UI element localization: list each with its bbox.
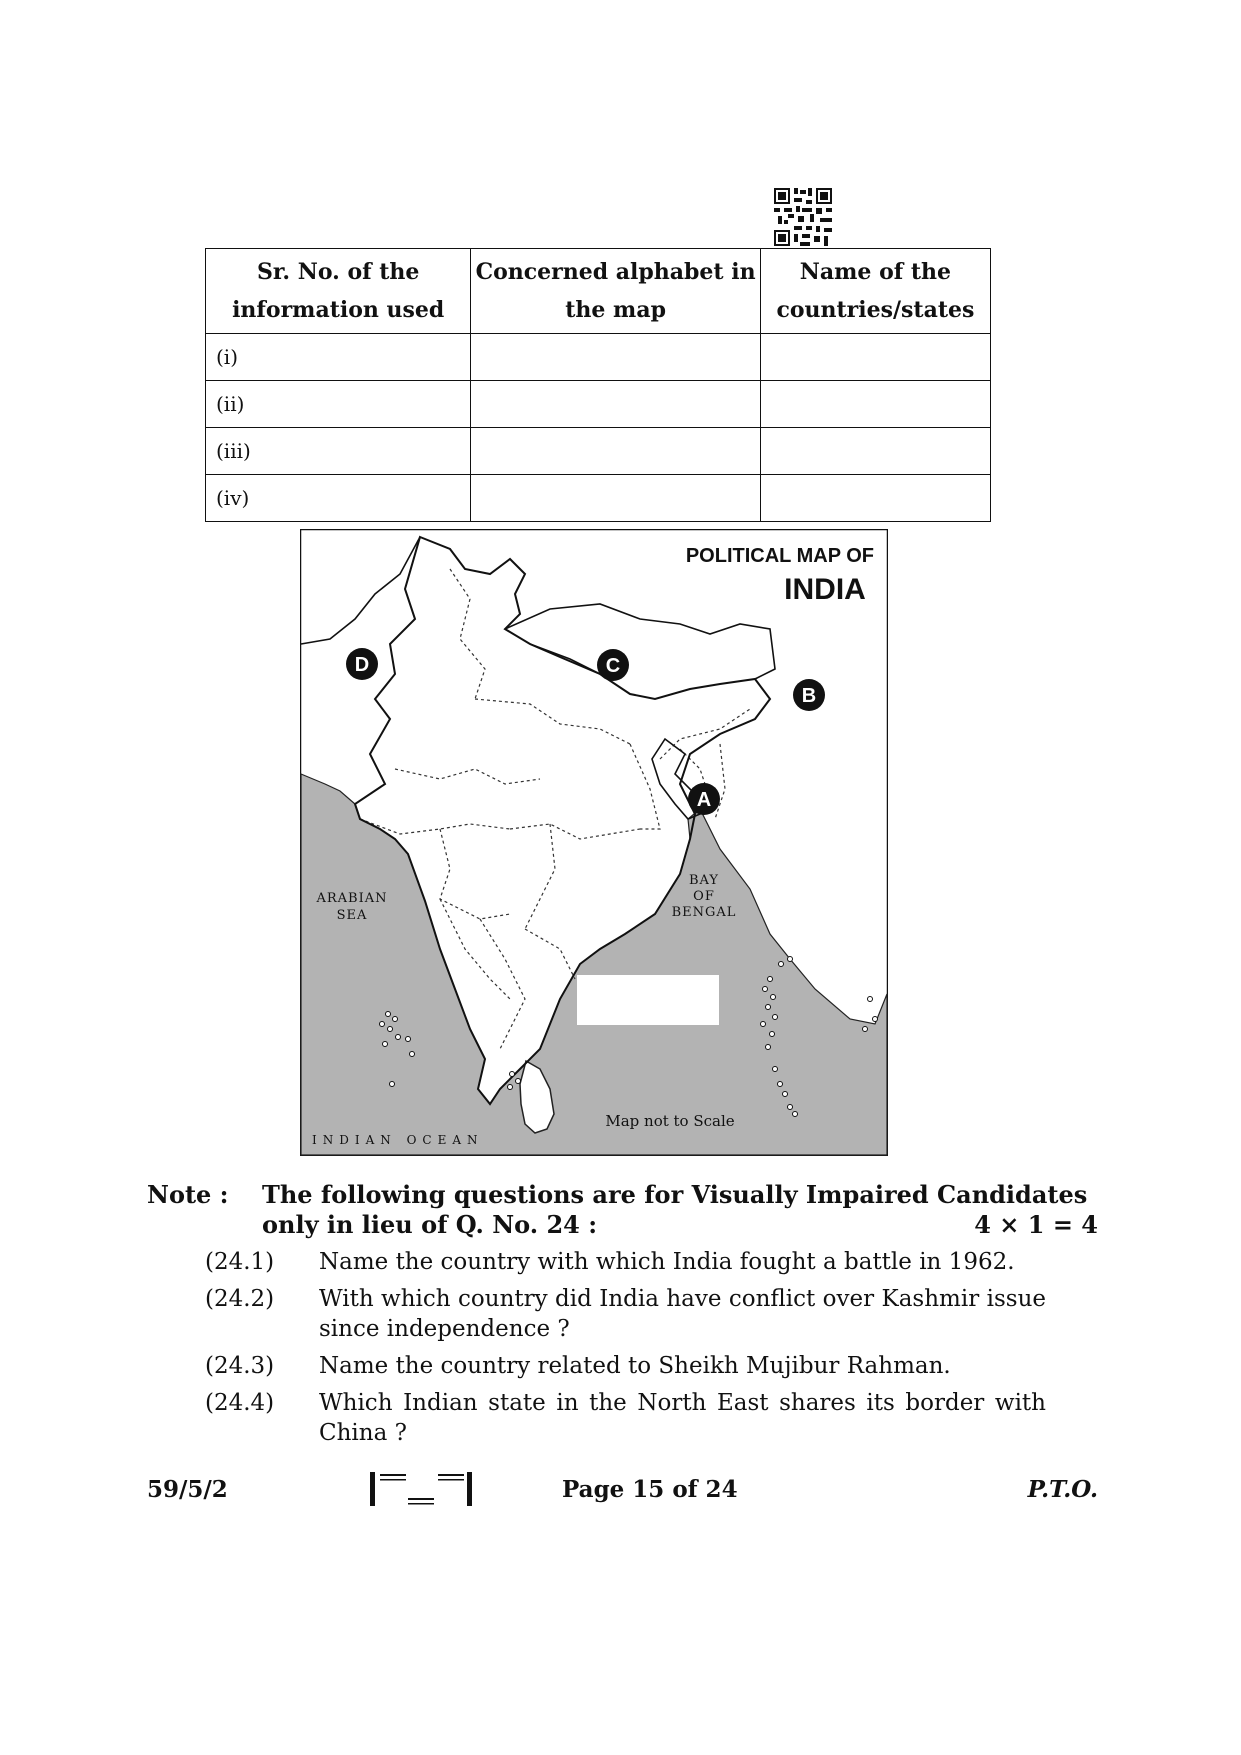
map-title-line1: POLITICAL MAP OF bbox=[685, 545, 874, 567]
table-header-cell: Name of the countries/states bbox=[760, 249, 990, 334]
question-number: (24.4) bbox=[205, 1390, 275, 1416]
bay-of-bengal-label: BENGAL bbox=[671, 905, 737, 920]
table-cell bbox=[760, 428, 990, 475]
table-header-cell: Concerned alphabet in the map bbox=[471, 249, 760, 334]
table-cell bbox=[471, 334, 760, 381]
marker-a-label: A bbox=[696, 789, 712, 811]
table-cell: (iii) bbox=[206, 428, 471, 475]
question-number: (24.2) bbox=[205, 1286, 275, 1312]
qr-code-icon bbox=[774, 188, 832, 246]
table-cell bbox=[471, 475, 760, 522]
scale-note-label: Map not to Scale bbox=[605, 1112, 735, 1130]
table-cell bbox=[760, 334, 990, 381]
marks-label: 4 × 1 = 4 bbox=[974, 1210, 1098, 1239]
table-row bbox=[206, 475, 991, 522]
marker-c-label: C bbox=[605, 655, 621, 677]
arabian-sea-label: ARABIAN bbox=[316, 891, 388, 906]
arabian-sea-label: SEA bbox=[336, 908, 368, 923]
table-cell bbox=[471, 381, 760, 428]
question-text: Which Indian state in the North East shares its border with China ? bbox=[319, 1390, 1046, 1446]
question-number: (24.1) bbox=[205, 1249, 275, 1275]
table-row bbox=[206, 428, 991, 475]
page-number: Page 15 of 24 bbox=[562, 1476, 738, 1503]
table-header-row bbox=[206, 249, 991, 334]
question-number: (24.3) bbox=[205, 1353, 275, 1379]
table-cell: (ii) bbox=[206, 381, 471, 428]
map-title-line2: INDIA bbox=[784, 573, 866, 606]
marker-b-label: B bbox=[801, 685, 817, 707]
table-cell: (iv) bbox=[206, 475, 471, 522]
table-row bbox=[206, 334, 991, 381]
answer-table bbox=[205, 248, 991, 522]
marker-d-label: D bbox=[354, 654, 370, 676]
table-cell bbox=[471, 428, 760, 475]
note-label: Note : bbox=[147, 1180, 229, 1209]
map-answer-box bbox=[577, 975, 719, 1025]
bay-of-bengal-label: OF bbox=[693, 889, 715, 904]
table-row bbox=[206, 381, 991, 428]
question-text: Name the country with which India fought a battle in 1962. bbox=[319, 1249, 1015, 1275]
bay-of-bengal-label: BAY bbox=[689, 873, 719, 888]
note-text: The following questions are for Visually Impaired Candidates only in lieu of Q. No. 24 : bbox=[262, 1180, 1088, 1239]
table-cell bbox=[760, 381, 990, 428]
india-political-map bbox=[300, 529, 888, 1156]
paper-code: 59/5/2 bbox=[147, 1476, 228, 1503]
barcode-icon bbox=[368, 1470, 474, 1508]
indian-ocean-label: INDIAN OCEAN bbox=[312, 1133, 484, 1147]
table-cell bbox=[760, 475, 990, 522]
pto-label: P.T.O. bbox=[1027, 1476, 1098, 1503]
question-text: Name the country related to Sheikh Mujibur Rahman. bbox=[319, 1353, 951, 1379]
question-text: With which country did India have conflict over Kashmir issue since independence ? bbox=[319, 1286, 1046, 1342]
table-cell: (i) bbox=[206, 334, 471, 381]
table-header-cell: Sr. No. of the information used bbox=[206, 249, 471, 334]
